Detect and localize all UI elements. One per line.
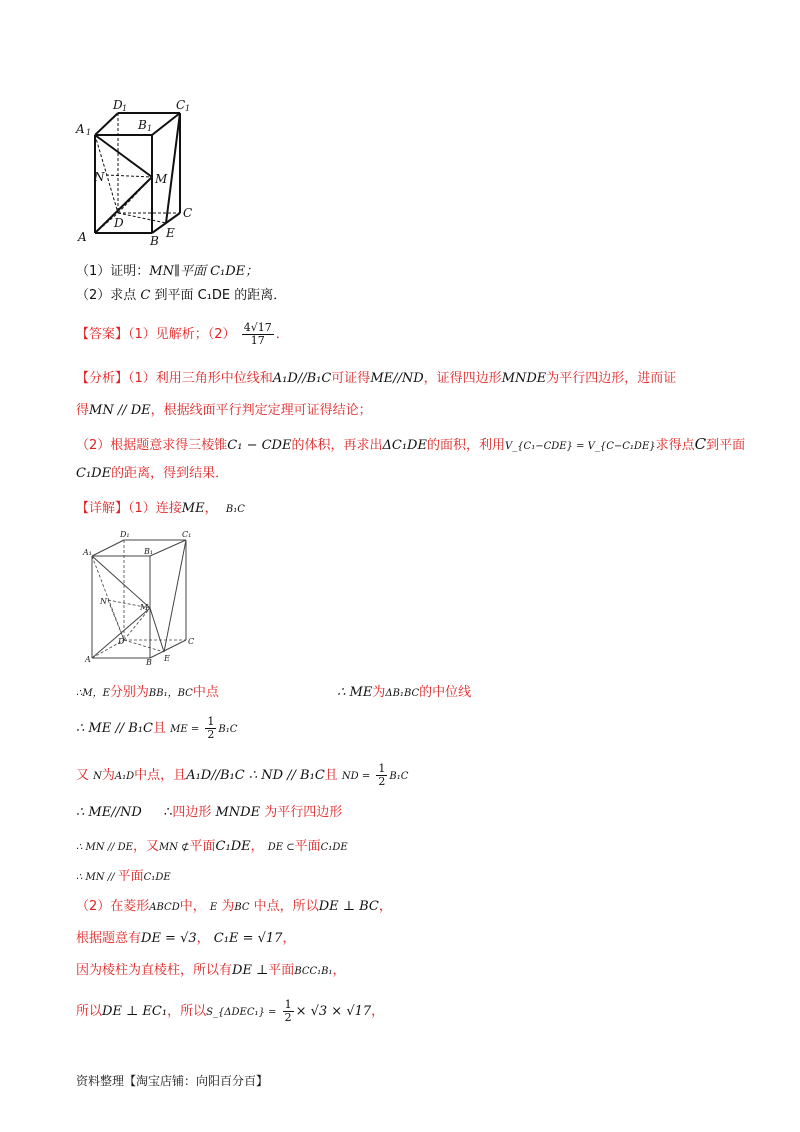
label2-B: B xyxy=(146,658,152,666)
label-N: N xyxy=(94,170,105,184)
page-footer: 资料整理【淘宝店铺：向阳百分百】 xyxy=(76,1074,269,1088)
analysis-line-4: C₁DE的距离，得到结果． xyxy=(76,466,229,481)
part2-line-3: 因为棱柱为直棱柱，所以有DE ⊥平面BCC₁B₁， xyxy=(76,963,346,978)
proof-line-4: ∴ ME//ND ∴四边形 MNDE 为平行四边形 xyxy=(76,805,343,820)
label-D: D xyxy=(114,216,124,230)
label2-A: A xyxy=(85,655,91,664)
answer-line: 【答案】（1）见解析；（2） $\frac{4√17}{17}$ ． xyxy=(76,321,289,347)
label2-C: C xyxy=(188,637,195,646)
label2-E: E xyxy=(164,654,170,663)
label-D1: D xyxy=(113,98,123,112)
half-fraction-3: $\frac{1}{2}$ xyxy=(284,998,292,1024)
half-fraction: $\frac{1}{2}$ xyxy=(207,715,215,741)
label-M: M xyxy=(155,172,168,186)
detail-line-1: 【详解】（1）连接ME， B₁C xyxy=(76,501,245,516)
question-2: （2）求点 C 到平面 C₁DE 的距离． xyxy=(76,288,287,303)
prism-figure-detail xyxy=(82,528,200,666)
label2-N: N xyxy=(100,597,107,606)
proof-line-1: ∴M，E分别为BB₁，BC中点 ∴ ME为ΔB₁BC的中位线 xyxy=(76,685,472,700)
svg-text:1: 1 xyxy=(147,124,153,133)
label2-C1: C₁ xyxy=(182,530,192,539)
label-A: A xyxy=(78,230,87,244)
proof-line-2: ∴ ME // B₁C且 ME = $\frac{1}{2}$ B₁C xyxy=(76,715,238,741)
label2-D1: D₁ xyxy=(120,530,130,539)
part2-line-2: 根据题意有DE = √3， C₁E = √17， xyxy=(76,931,296,946)
label-B1: B xyxy=(138,118,147,132)
label-C1: C xyxy=(176,98,186,112)
svg-text:1: 1 xyxy=(122,104,128,113)
proof-line-3: 又 N为A₁D中点，且A₁D//B₁C ∴ ND // B₁C且 ND = $\frac{1}{2}$ B₁C xyxy=(76,762,409,788)
proof-line-6: ∴ MN // 平面C₁DE xyxy=(76,869,171,884)
label2-A1: A₁ xyxy=(83,548,92,557)
part2-line-4: 所以DE ⊥ EC₁，所以S_{ΔDEC₁} = $\frac{1}{2}$ × √3 × √17， xyxy=(76,998,385,1024)
prism-figure-top xyxy=(70,95,200,250)
label-E: E xyxy=(166,226,175,240)
proof-line-5: ∴ MN // DE，又MN ⊄平面C₁DE， DE ⊂平面C₁DE xyxy=(76,839,348,854)
answer-fraction: $\frac{4√17}{17}$ xyxy=(243,321,272,347)
label-C: C xyxy=(183,206,193,220)
analysis-line-2: 得MN // DE，根据线面平行判定定理可证得结论； xyxy=(76,403,372,418)
label2-M: M xyxy=(140,603,149,612)
svg-text:1: 1 xyxy=(185,104,191,113)
label-A1: A xyxy=(76,122,85,136)
label2-B1: B₁ xyxy=(144,547,154,556)
analysis-line-3: （2）根据题意求得三棱锥C₁ − CDE的体积，再求出ΔC₁DE的面积，利用V_{C₁−CDE} = V_{C−C₁DE}求得点C到平面 xyxy=(76,435,746,453)
label-B: B xyxy=(150,234,159,248)
part2-line-1: （2）在菱形ABCD中， E 为BC 中点，所以DE ⊥ BC， xyxy=(76,899,392,914)
label2-D: D xyxy=(118,637,125,646)
analysis-line-1: 【分析】（1）利用三角形中位线和A₁D//B₁C可证得ME//ND，证得四边形MNDE为平行四边形，进而证 xyxy=(76,371,677,386)
svg-text:1: 1 xyxy=(86,128,92,137)
question-1: （1）证明：MN∥平面 C₁DE； xyxy=(76,264,259,279)
half-fraction-2: $\frac{1}{2}$ xyxy=(378,762,386,788)
